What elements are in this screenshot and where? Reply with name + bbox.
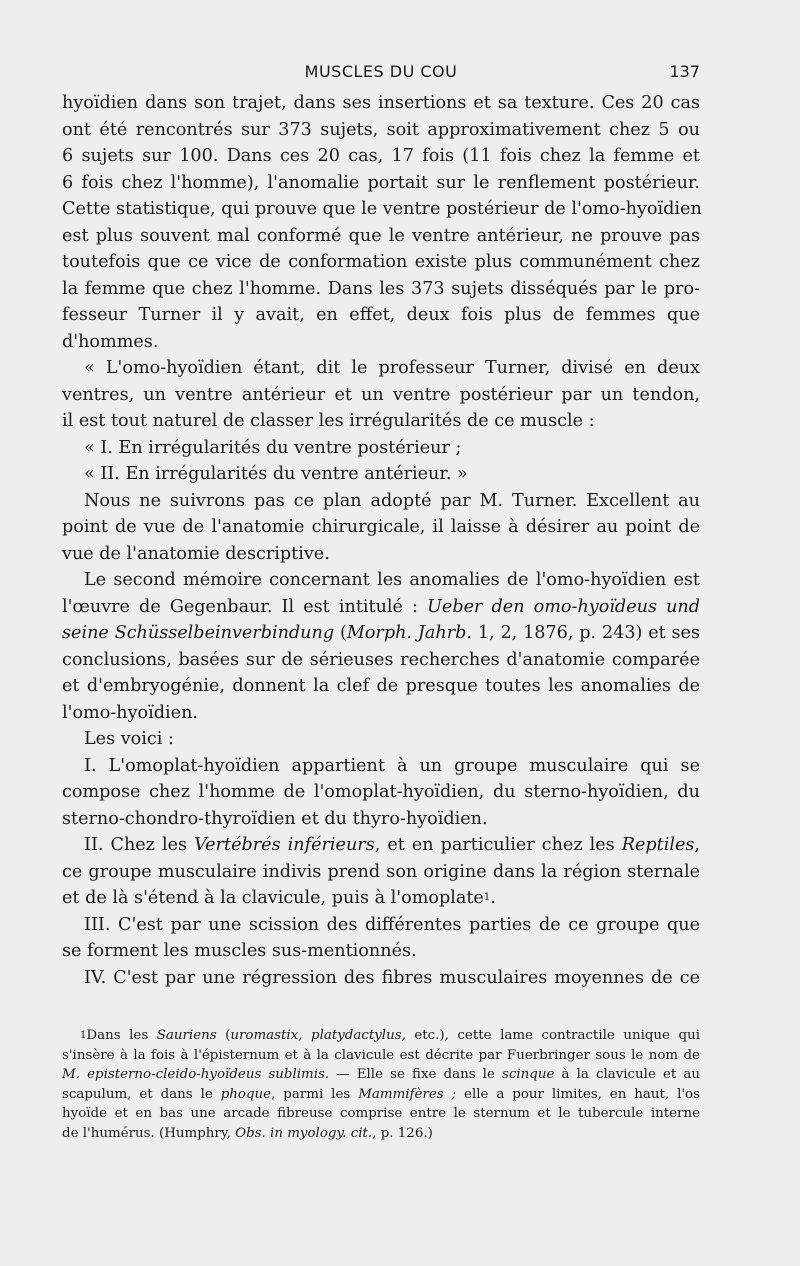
text-line: point de vue de l'anatomie chirurgicale, il laisse à désirer au point de	[62, 517, 700, 537]
text-line: ont été rencontrés sur 373 sujets, soit approximativement chez 5 ou	[62, 119, 700, 140]
text-line: Cette statistique, qui prouve que le ventre postérieur de l'omo-hyoïdien	[62, 199, 702, 219]
footnote-line: s'insère à la fois à l'épisternum et à la clavicule est décrite par Fuerbringer sous le nom de	[62, 1047, 700, 1063]
text-segment: (	[216, 1028, 231, 1043]
footnote-line	[62, 1085, 700, 1105]
text-segment: elle a pour limites, en haut, l'os	[456, 1086, 700, 1102]
text-segment: , parmi les	[271, 1086, 359, 1102]
text-line: ce groupe musculaire indivis prend son origine dans la région sternale	[62, 861, 700, 882]
text-segment: — Elle se fixe dans le	[329, 1067, 502, 1082]
text-segment: à la clavicule et au	[554, 1067, 700, 1082]
text-line: sterno-chondro-thyroïdien et du thyro-hyoïdien.	[62, 808, 488, 829]
text-line: « II. En irrégularités du ventre antérieur. »	[84, 464, 468, 484]
term-italic: Reptiles	[621, 835, 695, 855]
text-line: est plus souvent mal conformé que le ventre antérieur, ne prouve pas	[62, 225, 700, 246]
text-line: IV. C'est par une régression des fibres musculaires moyennes de ce	[84, 967, 700, 988]
footnote-line	[62, 1124, 700, 1144]
term-italic: Mammifères ;	[358, 1086, 457, 1102]
running-head: MUSCLES DU COU	[304, 62, 458, 81]
text-segment: et de là s'étend à la clavicule, puis à l'omoplate	[62, 888, 484, 908]
text-line: Nous ne suivrons pas ce plan adopté par M. Turner. Excellent au	[84, 490, 700, 511]
text-line: I. L'omoplat-hyoïdien appartient à un groupe musculaire qui se	[84, 755, 700, 776]
text-segment: (	[334, 623, 347, 643]
term-italic: Sauriens	[156, 1028, 217, 1043]
text-line: fesseur Turner il y avait, en effet, deux fois plus de femmes que	[62, 305, 700, 325]
footnote	[62, 1026, 700, 1143]
footnote-marker: 1	[80, 1030, 87, 1041]
text-line: la femme que chez l'homme. Dans les 373 sujets disséqués par le pro-	[62, 278, 700, 299]
text-segment: ,	[694, 835, 701, 855]
text-line: 6 fois chez l'homme), l'anomalie portait sur le renflement postérieur.	[62, 172, 700, 193]
text-line	[62, 832, 700, 859]
text-line: hyoïdien dans son trajet, dans ses insertions et sa texture. Ces 20 cas	[62, 93, 700, 113]
text-line	[62, 620, 700, 647]
text-line: ventres, un ventre antérieur et un ventre postérieur par un tendon,	[62, 384, 700, 405]
text-segment: de l'humérus. (Humphry,	[62, 1125, 236, 1141]
text-line: « L'omo-hyoïdien étant, dit le professeur Turner, divisé en deux	[84, 358, 700, 378]
text-segment: etc.), cette lame contractile unique qui	[405, 1028, 700, 1043]
text-segment: l'œuvre de Gegenbaur. Il est intitulé :	[62, 596, 428, 617]
footnote-line	[62, 1065, 700, 1085]
text-segment: , p. 126.)	[372, 1125, 433, 1141]
text-line	[62, 594, 700, 621]
page-header	[62, 58, 700, 86]
text-line: d'hommes.	[62, 331, 159, 352]
text-segment: II. Chez les	[84, 835, 195, 855]
text-segment: , et en particulier chez les	[374, 835, 622, 855]
text-line: III. C'est par une scission des différentes parties de ce groupe que	[84, 914, 700, 935]
text-line: se forment les muscles sus-mentionnés.	[62, 941, 417, 961]
journal-italic: Morph. Jahrb.	[346, 623, 472, 643]
text-line: Le second mémoire concernant les anomalies de l'omo-hyoïdien est	[84, 570, 700, 590]
text-line: l'omo-hyoïdien.	[62, 702, 198, 723]
text-line	[62, 885, 700, 912]
text-segment: .	[490, 888, 496, 908]
text-line: et d'embryogénie, donnent la clef de presque toutes les anomalies de	[62, 676, 700, 696]
text-line: conclusions, basées sur de sérieuses recherches d'anatomie comparée	[62, 649, 700, 670]
footnote-line: hyoïde et en bas une arcade fibreuse comprise entre le sternum et le tubercule interne	[62, 1106, 700, 1121]
term-italic: M. episterno-cleido-hyoïdeus sublimis.	[62, 1067, 330, 1082]
term-italic: Vertébrés inférieurs	[194, 835, 375, 855]
text-line: « I. En irrégularités du ventre postérieur ;	[84, 437, 462, 458]
title-italic: Ueber den omo-hyoïdeus und	[427, 596, 700, 617]
text-segment: 1, 2, 1876, p. 243) et ses	[472, 623, 701, 643]
text-segment: Dans les	[86, 1028, 157, 1043]
term-italic: scinque	[501, 1067, 555, 1082]
main-text	[62, 90, 700, 991]
text-line: toutefois que ce vice de conformation existe plus communément chez	[62, 252, 700, 272]
text-segment: scapulum, et dans le	[62, 1086, 221, 1102]
text-line: Les voici :	[84, 729, 174, 749]
footnote-line	[62, 1026, 700, 1046]
text-line: 6 sujets sur 100. Dans ces 20 cas, 17 fois (11 fois chez la femme et	[62, 146, 700, 166]
text-line: vue de l'anatomie descriptive.	[62, 543, 330, 564]
text-line: compose chez l'homme de l'omoplat-hyoïdien, du sterno-hyoïdien, du	[62, 782, 700, 802]
term-italic: phoque	[220, 1086, 272, 1102]
text-line: il est tout naturel de classer les irrégularités de ce muscle :	[62, 411, 595, 431]
title-italic: seine Schüsselbeinverbindung	[62, 623, 335, 643]
citation-italic: Obs. in myology. cit.	[235, 1125, 373, 1141]
term-italic: uromastix, platydactylus,	[230, 1028, 406, 1043]
footnote-ref: 1	[483, 892, 491, 903]
page-number: 137	[669, 62, 700, 81]
